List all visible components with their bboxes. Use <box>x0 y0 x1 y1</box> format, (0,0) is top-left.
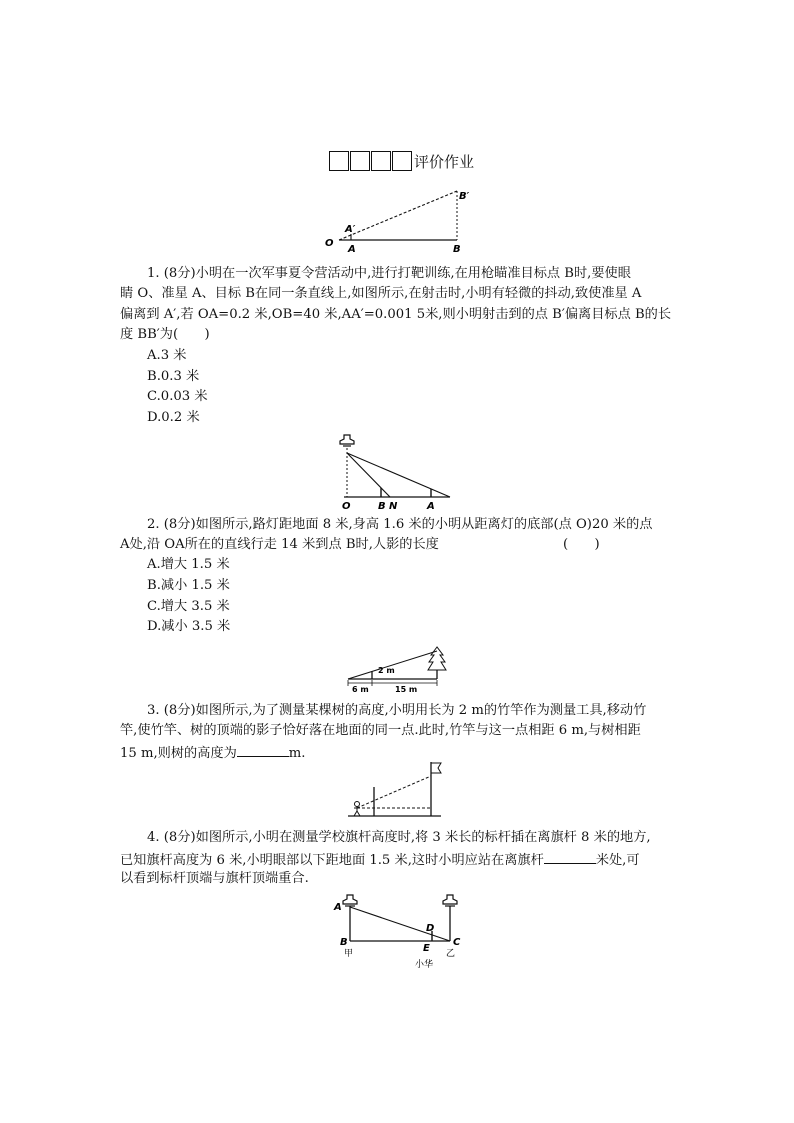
q1-option-a[interactable]: A.3 米 <box>147 348 187 363</box>
label-D: D <box>426 923 435 934</box>
score-box <box>350 151 370 171</box>
label-A-prime: A′ <box>345 224 356 235</box>
figure-q2-streetlamp <box>336 433 456 513</box>
label-yi: 乙 <box>446 949 456 959</box>
label-E: E <box>423 943 430 954</box>
q3-answer-blank[interactable] <box>237 742 289 757</box>
score-box <box>371 151 391 171</box>
q3-line3-unit: m. <box>288 746 306 761</box>
label-15m: 15 m <box>395 685 418 694</box>
figure-q4-lamps <box>328 893 468 975</box>
label-B: B <box>378 501 386 512</box>
label-O: O <box>325 238 334 249</box>
label-B-prime: B′ <box>459 191 470 202</box>
assessment-title <box>329 147 474 171</box>
page-title: 评价作业 <box>414 153 475 171</box>
q1-line4: 度 BB′为( ) <box>120 327 210 342</box>
label-6m: 6 m <box>352 685 369 694</box>
label-A: A <box>427 501 435 512</box>
q3-line2: 竿,使竹竿、树的顶端的影子恰好落在地面的同一点.此时,竹竿与这一点相距 6 m,与树相距 <box>120 723 641 738</box>
q1-option-d[interactable]: D.0.2 米 <box>147 410 200 425</box>
q2-option-a[interactable]: A.增大 1.5 米 <box>147 557 230 572</box>
q1-line2: 睛 O、准星 A、目标 B在同一条直线上,如图所示,在射击时,小明有轻微的抖动,致使准星 A <box>120 286 642 301</box>
figure-q4-flagpole <box>345 760 445 822</box>
label-A: A <box>334 902 342 913</box>
score-boxes <box>329 151 413 171</box>
score-box <box>329 151 349 171</box>
label-jia: 甲 <box>344 949 354 959</box>
q2-answer-paren[interactable]: ( ) <box>563 537 600 552</box>
q1-option-c[interactable]: C.0.03 米 <box>147 389 208 404</box>
q4-line3: 以看到标杆顶端与旗杆顶端重合. <box>120 871 309 886</box>
q3-line3-text: 15 m,则树的高度为 <box>120 746 237 761</box>
q2-option-b[interactable]: B.减小 1.5 米 <box>147 578 230 593</box>
label-xiaohua: 小华 <box>415 960 434 970</box>
figure-q3-tree <box>345 644 450 696</box>
q1-line3: 偏离到 A′,若 OA=0.2 米,OB=40 米,AA′=0.001 5米,则小明射击到的点 B′偏离目标点 B的长 <box>120 307 672 322</box>
q3-line1: 3. (8分)如图所示,为了测量某棵树的高度,小明用长为 2 m的竹竿作为测量工具,移动竹 <box>147 703 647 718</box>
label-O: O <box>342 501 351 512</box>
label-C: C <box>453 937 461 948</box>
q4-line2-tail: 米处,可 <box>595 853 640 868</box>
label-N: N <box>389 501 398 512</box>
label-2m: 2 m <box>378 666 395 675</box>
figure-q1-aiming <box>320 188 470 256</box>
q4-line2-text: 已知旗杆高度为 6 米,小明眼部以下距地面 1.5 米,这时小明应站在离旗杆 <box>120 853 544 868</box>
q3-line3 <box>120 742 306 765</box>
q2-line1: 2. (8分)如图所示,路灯距地面 8 米,身高 1.6 米的小明从距离灯的底部(点 O)20 米的点 <box>147 517 653 532</box>
q4-answer-blank[interactable] <box>544 849 596 864</box>
q2-option-d[interactable]: D.减小 3.5 米 <box>147 619 231 634</box>
label-B: B <box>453 244 461 255</box>
q4-line1: 4. (8分)如图所示,小明在测量学校旗杆高度时,将 3 米长的标杆插在离旗杆 8 米的地方, <box>147 830 651 845</box>
q2-line2: A处,沿 OA所在的直线行走 14 米到点 B时,人影的长度 <box>120 537 439 552</box>
q2-option-c[interactable]: C.增大 3.5 米 <box>147 599 230 614</box>
score-box <box>392 151 412 171</box>
q1-option-b[interactable]: B.0.3 米 <box>147 369 200 384</box>
label-B: B <box>340 937 348 948</box>
q1-line1: 1. (8分)小明在一次军事夏令营活动中,进行打靶训练,在用枪瞄准目标点 B时,要使眼 <box>147 266 631 281</box>
label-A: A <box>348 244 356 255</box>
